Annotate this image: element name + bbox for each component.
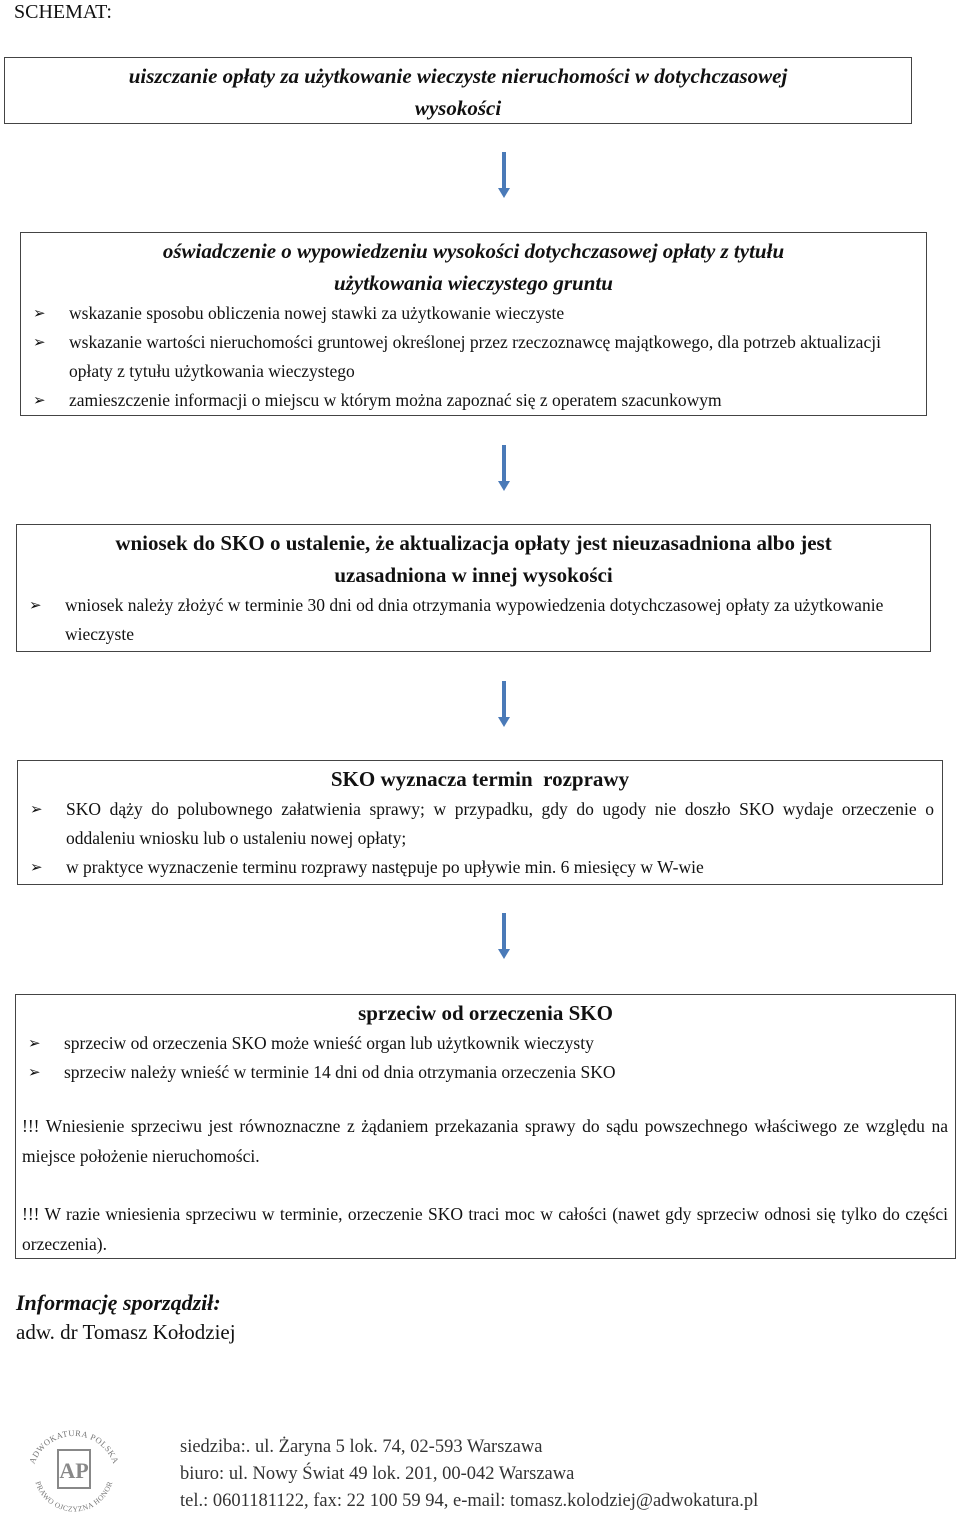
step-title [5,60,911,124]
step-title [29,235,918,299]
author-name: adw. dr Tomasz Kołodziej [16,1320,236,1344]
list-item: ➢ wniosek należy złożyć w terminie 30 dni od dnia otrzymania wypowiedzenia dotychczasowej opłaty za użytkowanie wieczyste [29,595,884,644]
step-title-line: oświadczenie o wypowiedzeniu wysokości dotychczasowej opłaty z tytułu [162,239,785,263]
down-arrow-icon [498,913,510,959]
arrowhead-bullet-icon: ➢ [33,335,46,351]
step-title-line: wysokości [414,96,502,120]
arrowhead-bullet-icon: ➢ [30,802,43,818]
step-title [24,997,947,1029]
step-title-line: sprzeciw od orzeczenia SKO [358,1001,613,1025]
warning-note: !!! W razie wniesienia sprzeciwu w terminie, orzeczenie SKO traci moc w całości (nawet gdy sprzeciw odnosi się tylko do części orzeczenia). [22,1204,948,1254]
arrowhead-bullet-icon: ➢ [30,860,43,876]
step-title [26,763,934,795]
list-item: ➢ wskazanie wartości nieruchomości gruntowej określonej przez rzeczoznawcę majątkowego, dla potrzeb aktualizacji opłaty z tytułu użytkowania wieczystego [33,332,881,381]
arrowhead-bullet-icon: ➢ [28,1036,41,1052]
list-item: ➢ sprzeciw należy wnieść w terminie 14 dni od dnia otrzymania orzeczenia SKO [28,1062,616,1082]
list-item: ➢ zamieszczenie informacji o miejscu w którym można zapoznać się z operatem szacunkowym [33,390,722,410]
arrowhead-bullet-icon: ➢ [28,1065,41,1081]
list-item: ➢ sprzeciw od orzeczenia SKO może wnieść organ lub użytkownik wieczysty [28,1033,594,1053]
warning-note: !!! Wniesienie sprzeciwu jest równoznaczne z żądaniem przekazania sprawy do sądu powszechnego właściwego ze względu na miejsce położenie nieruchomości. [22,1116,948,1166]
arrowhead-bullet-icon: ➢ [33,306,46,322]
flow-step-application [16,524,931,652]
step-title-line: uzasadniona w innej wysokości [334,563,613,587]
step-title-line: wniosek do SKO o ustalenie, że aktualizacja opłaty jest nieuzasadniona albo jest [115,531,832,555]
down-arrow-icon [498,681,510,727]
arrowhead-bullet-icon: ➢ [29,598,42,614]
flow-step-notice [20,232,927,416]
list-item: ➢ SKO dąży do polubownego załatwienia sprawy; w przypadku, gdy do ugody nie doszło SKO wydaje orzeczenie o oddaleniu wniosku lub o ustaleniu nowej opłaty; [30,799,934,848]
svg-text:PRAWO OJCZYZNA HONOR: PRAWO OJCZYZNA HONOR [33,1479,115,1512]
arrowhead-bullet-icon: ➢ [33,393,46,409]
bullet-list [25,591,922,649]
step-title-line: SKO wyznacza termin rozprawy [330,767,630,791]
svg-text:ADWOKATURA POLSKA: ADWOKATURA POLSKA [26,1427,122,1466]
bullet-list [26,795,934,882]
svg-text:AP: AP [59,1458,89,1483]
footer-address-line: siedziba:. ul. Żaryna 5 lok. 74, 02-593 Warszawa [180,1437,543,1457]
footer-office-line: biuro: ul. Nowy Świat 49 lok. 201, 00-042 Warszawa [180,1464,575,1484]
bullet-list [24,1029,947,1087]
flow-step-hearing [17,760,943,885]
list-item: ➢ w praktyce wyznaczenie terminu rozprawy następuje po upływie min. 6 miesięcy w W-wie [30,857,704,877]
list-item: ➢ wskazanie sposobu obliczenia nowej stawki za użytkowanie wieczyste [33,303,565,323]
document-heading: SCHEMAT: [14,1,112,23]
step-title-line: uiszczanie opłaty za użytkowanie wieczyste nieruchomości w dotychczasowej [128,64,788,88]
step-title [25,527,922,591]
flow-step-payment [4,57,912,124]
step-title-line: użytkowania wieczystego gruntu [334,271,613,295]
footer-contact-line: tel.: 0601181122, fax: 22 100 59 94, e-mail: tomasz.kolodziej@adwokatura.pl [180,1491,759,1511]
author-label: Informację sporządził: [16,1290,221,1315]
bullet-list [29,299,918,415]
down-arrow-icon [498,152,510,198]
contact-footer [180,1434,758,1515]
down-arrow-icon [498,445,510,491]
bar-association-logo [22,1418,126,1512]
